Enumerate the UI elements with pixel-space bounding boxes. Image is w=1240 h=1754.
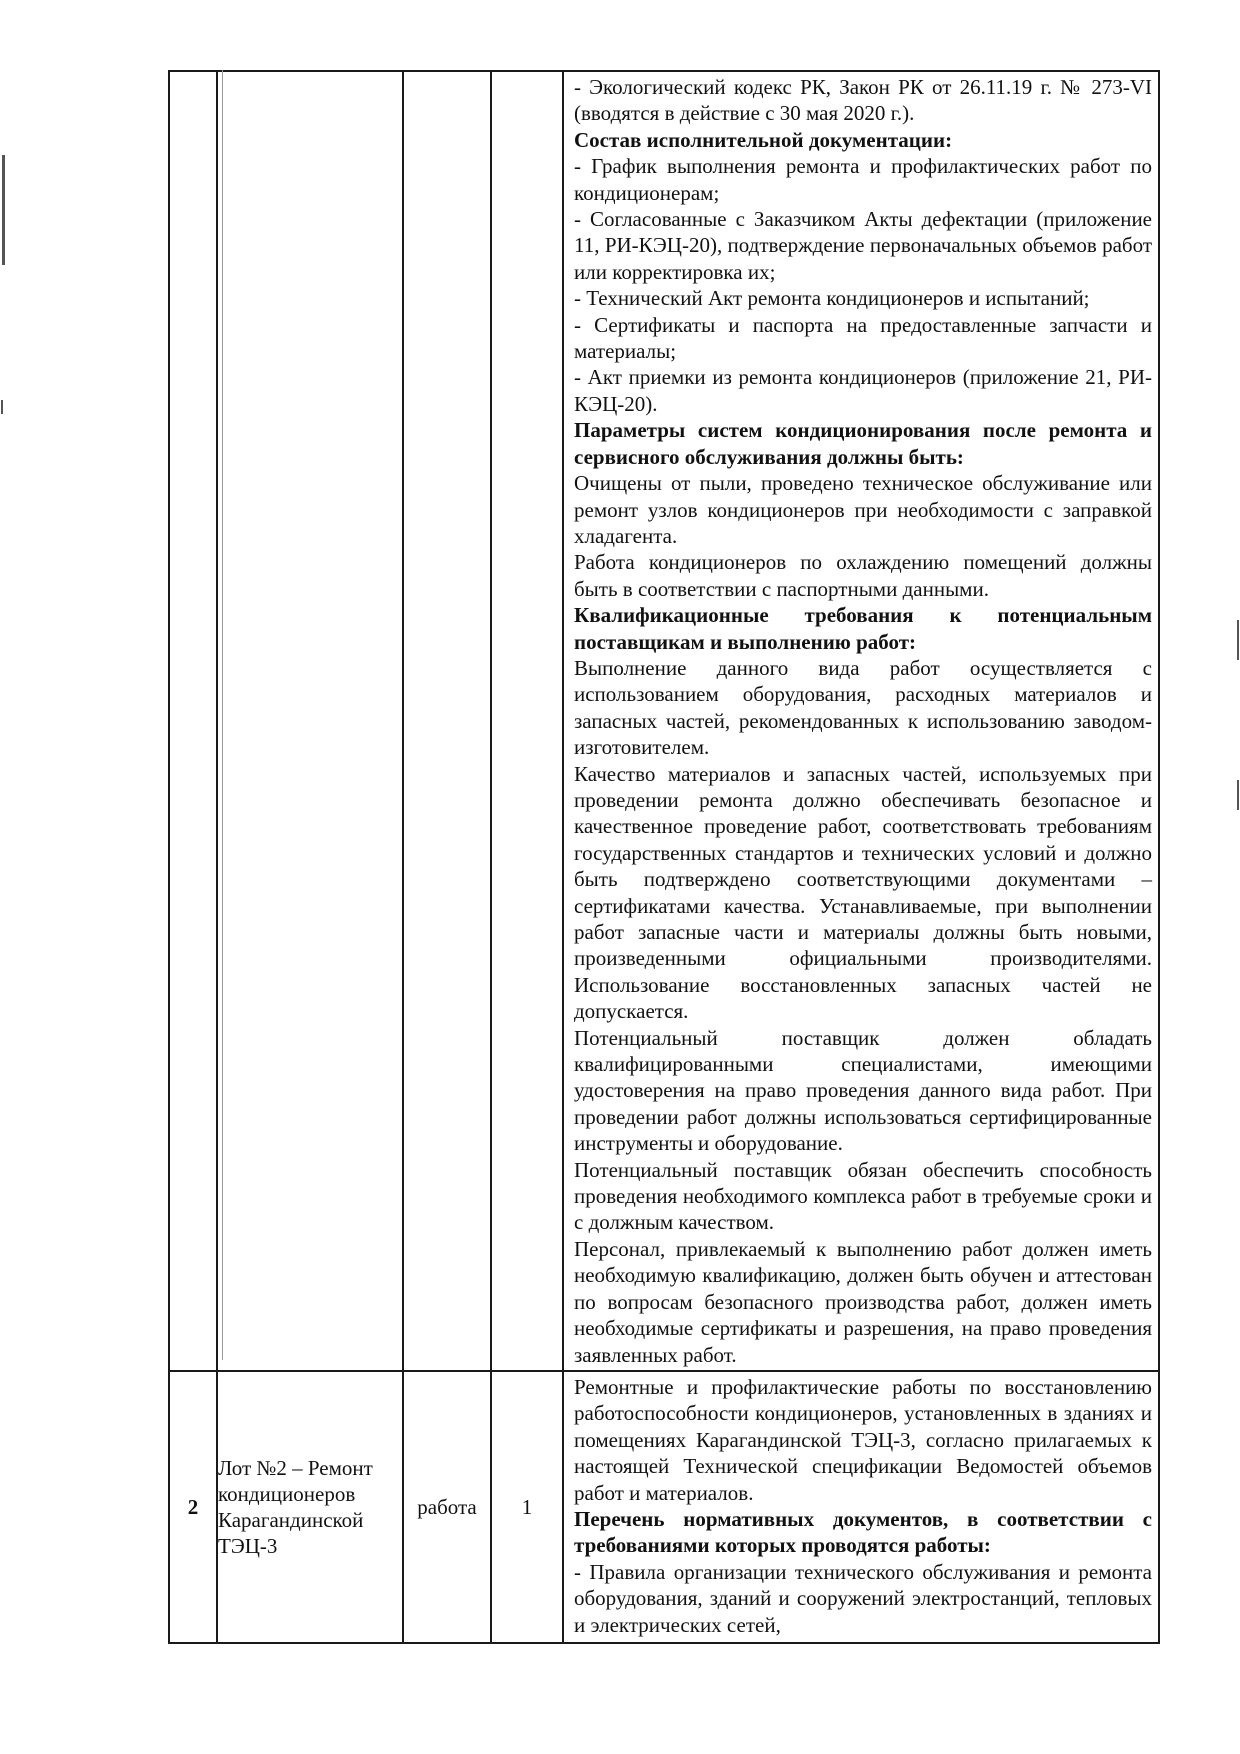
lot-name (217, 71, 403, 1371)
section-heading: Параметры систем кондиционирования после ремонта и сервисного обслуживания должны быть: (574, 418, 1152, 469)
work-description (563, 71, 1159, 1371)
quantity (491, 71, 563, 1371)
scan-edge-mark (1237, 620, 1239, 660)
paragraph: Очищены от пыли, проведено техническое обслуживание или ремонт узлов кондиционеров при необходимости с заправкой хладагента. (574, 471, 1152, 548)
specification-table (168, 70, 1160, 1644)
unit-of-measure: работа (403, 1371, 491, 1643)
paragraph: Потенциальный поставщик должен обладать квалифицированными специалистами, имеющими удостоверения на право проведения данного вида работ. При проведении работ должны использоваться сертифицированные инструменты и оборудование. (574, 1025, 1152, 1156)
paragraph: - Акт приемки из ремонта кондиционеров (приложение 21, РИ-КЭЦ-20). (574, 365, 1152, 416)
paragraph: - График выполнения ремонта и профилактических работ по кондиционерам; (574, 154, 1152, 205)
paragraph: - Правила организации технического обслуживания и ремонта оборудования, зданий и сооружений электростанций, тепловых и электрических сетей, (574, 1559, 1152, 1637)
scan-edge-mark (1, 400, 3, 414)
table-row (169, 1371, 1159, 1643)
paragraph: Качество материалов и запасных частей, используемых при проведении ремонта должно обеспечивать безопасное и качественное проведение работ, соответствовать требованиям государственных стандартов и технических условий и должно быть подтверждено соответствующими документами – сертификатами качества. Устанавливаемые, при выполнении работ запасные части и материалы должны быть новыми, произведенными официальными производителями. Использование восстановленных запасных частей не допускается. (574, 761, 1152, 1024)
paragraph: - Технический Акт ремонта кондиционеров и испытаний; (574, 286, 1090, 311)
paragraph: - Согласованные с Заказчиком Акты дефектации (приложение 11, РИ-КЭЦ-20), подтверждение первоначальных объемов работ или корректировка их; (574, 207, 1152, 284)
scan-edge-mark (2, 155, 5, 265)
paragraph: - Экологический кодекс РК, Закон РК от 26.11.19 г. № 273-VI (вводятся в действие с 30 мая 2020 г.). (574, 75, 1152, 126)
work-description (563, 1371, 1159, 1643)
paragraph: - Сертификаты и паспорта на предоставленные запчасти и материалы; (574, 312, 1152, 364)
quantity: 1 (491, 1371, 563, 1643)
unit-of-measure (403, 71, 491, 1371)
description-text (564, 1372, 1158, 1640)
paragraph: Потенциальный поставщик обязан обеспечить способность проведения необходимого комплекса работ в требуемые сроки и с должным качеством. (574, 1157, 1152, 1235)
column-guide-line (222, 70, 223, 1360)
row-number: 2 (169, 1371, 217, 1643)
lot-name: Лот №2 – Ремонт кондиционеров Карагандинской ТЭЦ-3 (217, 1371, 403, 1643)
description-text (564, 72, 1158, 1370)
paragraph: Персонал, привлекаемый к выполнению работ должен иметь необходимую квалификацию, должен быть обучен и аттестован по вопросам безопасного производства работ, должен иметь необходимые сертификаты и разрешения, на право проведения заявленных работ. (574, 1236, 1152, 1367)
table-row (169, 71, 1159, 1371)
paragraph: Выполнение данного вида работ осуществляется с использованием оборудования, расходных материалов и запасных частей, рекомендованных к использованию заводом-изготовителем. (574, 655, 1152, 760)
scan-edge-mark (1237, 780, 1239, 810)
section-heading: Перечень нормативных документов, в соответствии с требованиями которых проводятся работы: (574, 1506, 1152, 1558)
section-heading: Состав исполнительной документации: (574, 127, 953, 152)
paragraph: Работа кондиционеров по охлаждению помещений должны быть в соответствии с паспортными данными. (574, 550, 1152, 601)
row-number (169, 71, 217, 1371)
section-heading: Квалификационные требования к потенциальным поставщикам и выполнению работ: (574, 603, 1152, 654)
paragraph: Ремонтные и профилактические работы по восстановлению работоспособности кондиционеров, установленных в зданиях и помещениях Карагандинской ТЭЦ-3, согласно прилагаемых к настоящей Технической спецификации Ведомостей объемов работ и материалов. (574, 1374, 1152, 1505)
